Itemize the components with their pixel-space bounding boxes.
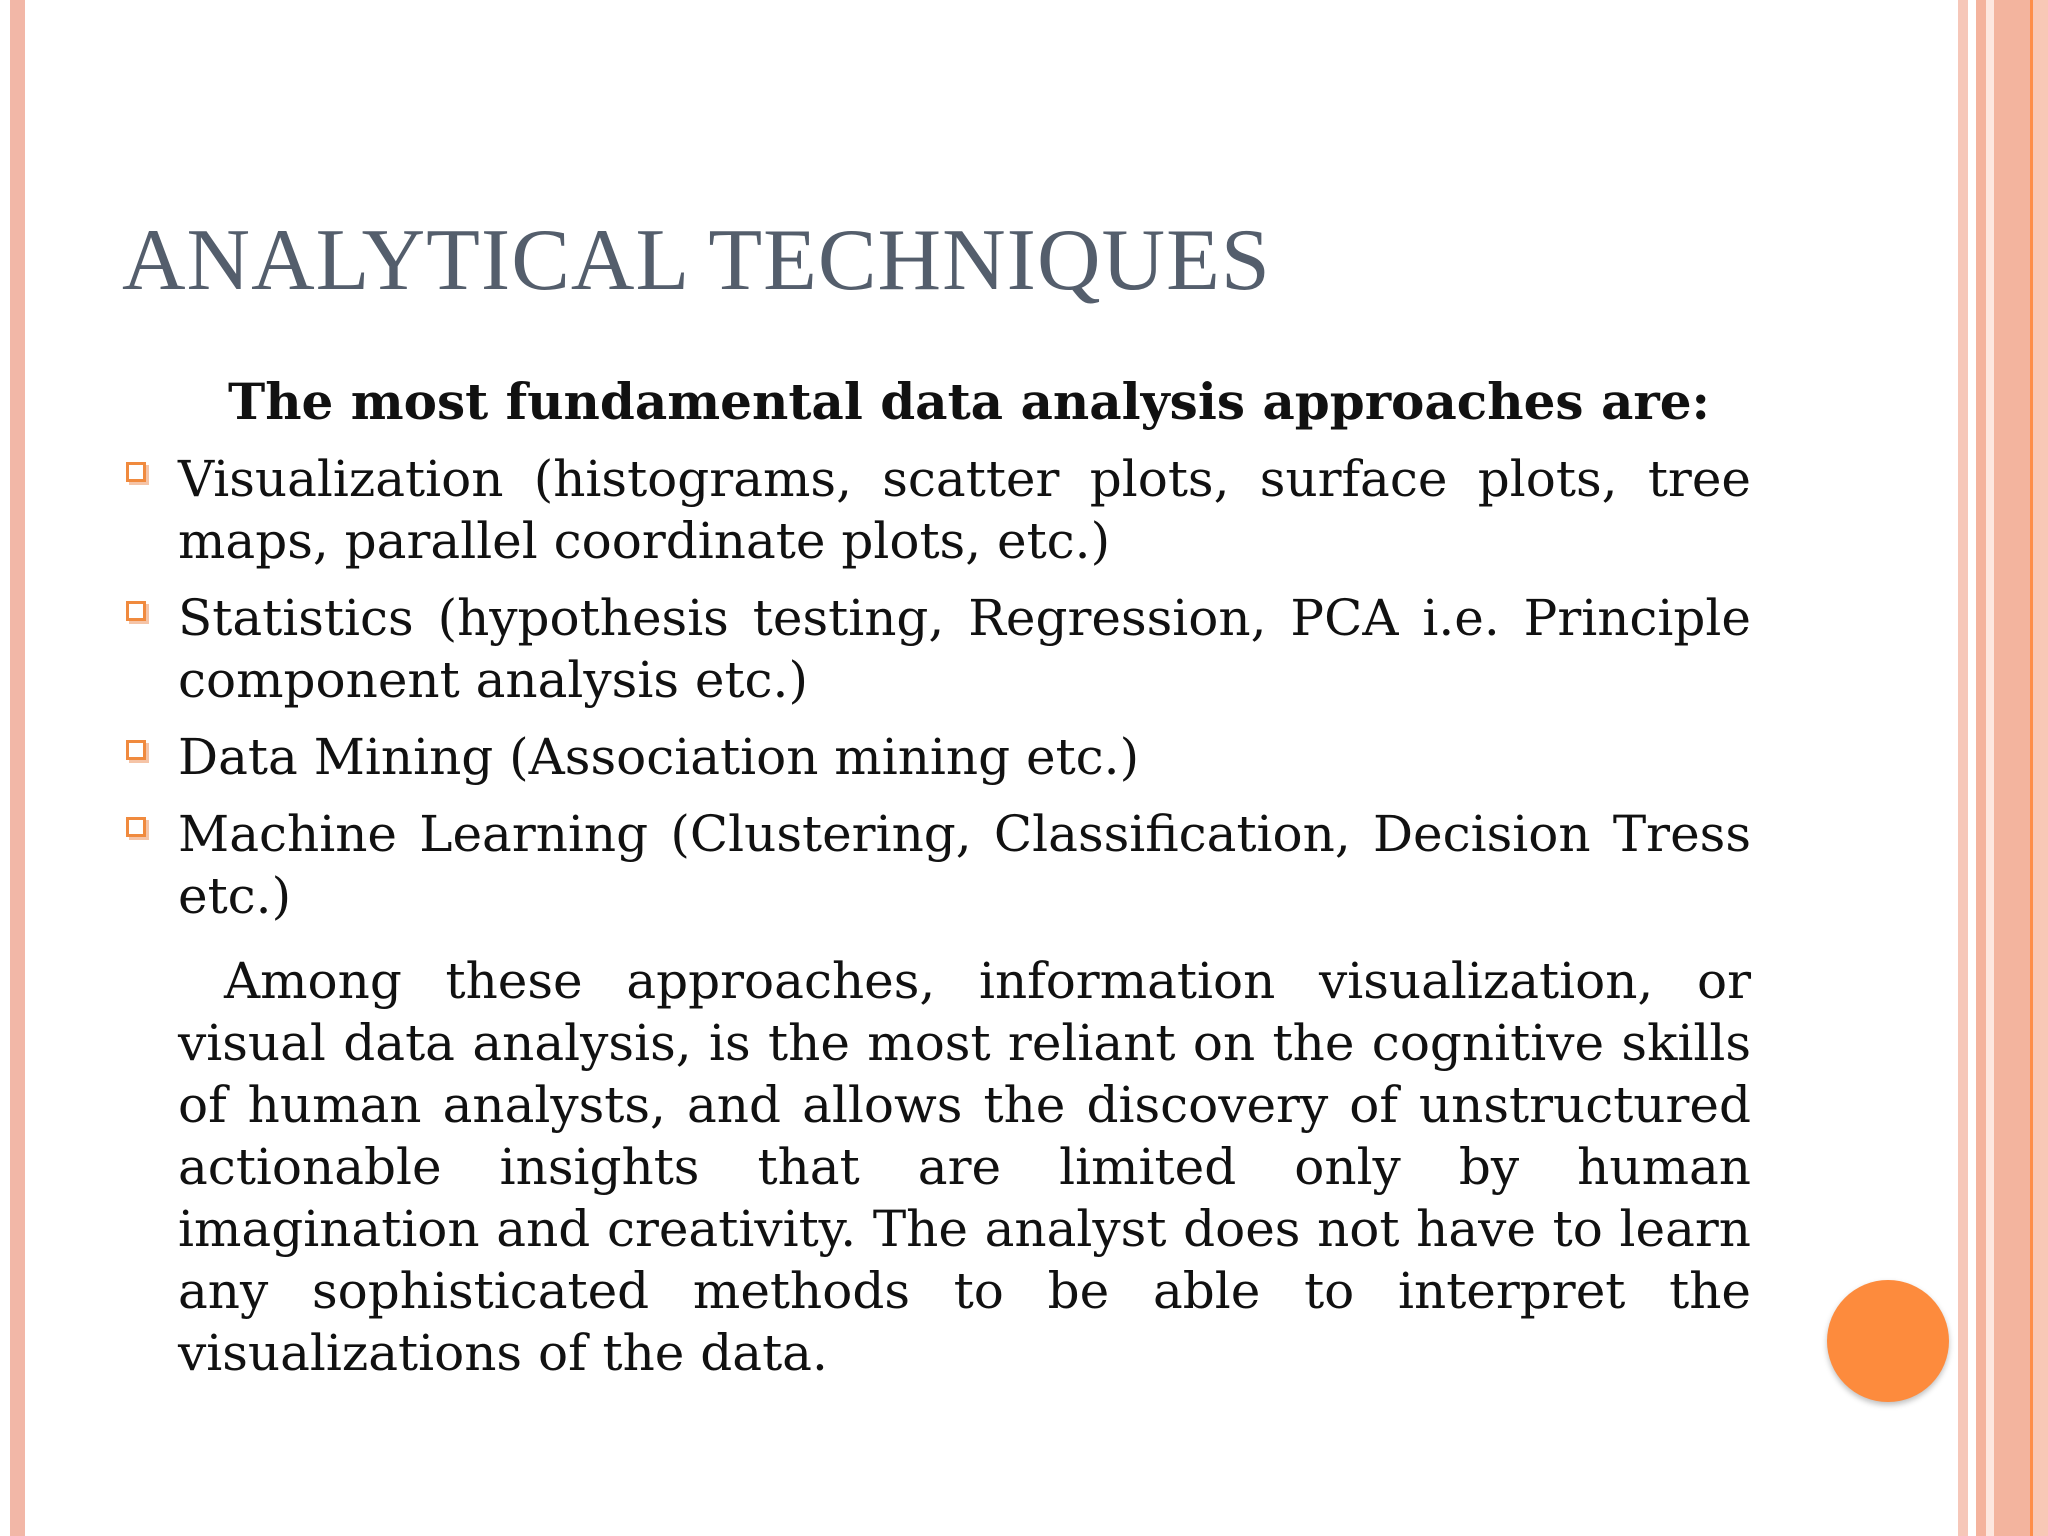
square-bullet-icon [126, 601, 146, 621]
decorative-circle [1827, 1280, 1949, 1402]
bullet-item [126, 448, 1751, 572]
square-bullet-icon [126, 462, 146, 482]
right-border-stripe [1976, 0, 1986, 1536]
square-bullet-icon [126, 817, 146, 837]
left-accent-strip [10, 0, 25, 1536]
square-bullet-icon [126, 740, 146, 760]
right-border-stripe [1958, 0, 1968, 1536]
bullet-list [126, 448, 1751, 942]
right-border-stripe [2033, 0, 2048, 1536]
bullet-text: Statistics (hypothesis testing, Regression, PCA i.e. Principle component analysis etc.) [178, 589, 1751, 709]
intro-heading: The most fundamental data analysis approaches are: [228, 372, 1710, 431]
right-border-stripe [1994, 0, 2030, 1536]
bullet-item [126, 803, 1751, 927]
body-paragraph: Among these approaches, information visualization, or visual data analysis, is the most reliant on the cognitive skills of human analysts, and allows the discovery of unstructured actionable insights that are limited only by human imagination and creativity. The analyst does not have to learn any sophisticated methods to be able to interpret the visualizations of the data. [178, 952, 1751, 1382]
bullet-text: Machine Learning (Clustering, Classification, Decision Tress etc.) [178, 805, 1751, 925]
right-border-stripe [1968, 0, 1976, 1536]
bullet-item [126, 587, 1751, 711]
slide-title: ANALYTICAL TECHNIQUES [122, 212, 1271, 309]
bullet-text: Visualization (histograms, scatter plots, surface plots, tree maps, parallel coordinate plots, etc.) [178, 450, 1751, 570]
bullet-item [126, 726, 1751, 788]
bullet-text: Data Mining (Association mining etc.) [178, 728, 1140, 786]
right-border-stripe [1986, 0, 1994, 1536]
